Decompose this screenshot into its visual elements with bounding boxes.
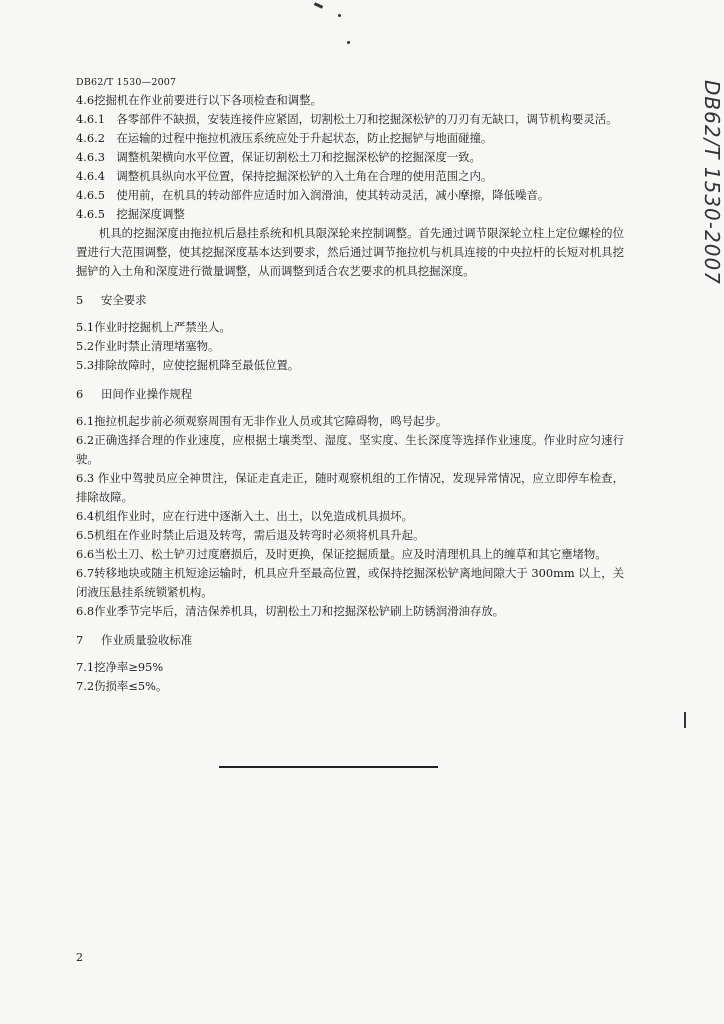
list-item: 6.8作业季节完毕后，清洁保养机具，切割松土刀和挖掘深松铲刷上防锈润滑油存放。 [76,604,505,618]
section-heading [76,291,624,310]
list-item: 6.2正确选择合理的作业速度，应根据土壤类型、湿度、坚实度、生长深度等选择作业速度。作业时应匀速行驶。 [76,433,624,466]
clause-text: 使用前，在机具的转动部件应适时加入润滑油，使其转动灵活，减小摩擦，降低噪音。 [116,188,550,202]
end-rule [219,766,438,768]
list-item: 6.6当松土刀、松土铲刃过度磨损后，及时更换，保证挖掘质量。应及时清理机具上的缠草和其它壅堵物。 [76,547,607,561]
clause-text: 各零部件不缺损，安装连接件应紧固，切割松土刀和挖掘深松铲的刀刃有无缺口，调节机构要灵活。 [116,112,618,126]
clause-number: 4.6.5 [76,188,117,202]
clause-line [76,110,624,129]
clause-text: 调整机具纵向水平位置，保持挖掘深松铲的入土角在合理的使用范围之内。 [116,169,493,183]
list-item: 6.3 作业中驾驶员应全神贯注，保证走直走正，随时观察机组的工作情况，发现异常情况，应立即停车检查，排除故障。 [76,471,624,504]
section-title: 田间作业操作规程 [101,387,193,401]
section-number: 6 [76,387,84,401]
section-number: 7 [76,633,84,647]
clause-line [76,129,624,148]
section-title: 安全要求 [101,293,147,307]
scan-speck [347,41,350,44]
document-body [76,91,624,696]
section-heading [76,631,624,650]
document-code: DB62/T 1530—2007 [76,77,177,88]
list-item: 6.7转移地块或随主机短途运输时，机具应升至最高位置，或保持挖掘深松铲离地间隙大于 300mm 以上，关闭液压悬挂系统锁紧机构。 [76,566,624,599]
clause-number: 4.6.2 [76,131,117,145]
list-item: 5.3排除故障时，应使挖掘机降至最低位置。 [76,358,300,372]
list-item: 5.2作业时禁止清理堵塞物。 [76,339,220,353]
clause-number: 4.6.5 [76,207,117,221]
scan-speck [684,712,686,728]
list-item: 7.1挖净率≥95% [76,660,164,674]
scan-speck [338,14,341,17]
clause-line [76,91,624,110]
list-item: 7.2伤损率≤5%。 [76,679,168,693]
section-number: 5 [76,293,84,307]
scan-speck [314,2,323,9]
list-item: 6.4机组作业时，应在行进中逐渐入土、出土，以免造成机具损坏。 [76,509,414,523]
clause-number: 4.6.4 [76,169,117,183]
clause-number: 4.6.3 [76,150,117,164]
clause-text: 在运输的过程中拖拉机液压系统应处于升起状态，防止挖掘铲与地面碰撞。 [116,131,493,145]
handwritten-annotation: DB62/T 1530-2007 [700,80,724,285]
list-item: 6.1拖拉机起步前必须观察周围有无非作业人员或其它障碍物，鸣号起步。 [76,414,448,428]
section-title: 作业质量验收标准 [101,633,193,647]
depth-adjustment-paragraph: 机具的挖掘深度由拖拉机后悬挂系统和机具限深轮来控制调整。首先通过调节限深轮立柱上定位螺栓的位置进行大范围调整，使其挖掘深度基本达到要求，然后通过调节拖拉机与机具连接的中央拉杆的长短对机具挖掘铲的入土角和深度进行微量调整，从而调整到适合农艺要求的机具挖掘深度。 [76,226,624,278]
clause-line [76,186,624,205]
page-number: 2 [76,951,83,964]
clause-line [76,167,624,186]
list-item: 5.1作业时挖掘机上严禁坐人。 [76,320,231,334]
list-item: 6.5机组在作业时禁止后退及转弯，需后退及转弯时必须将机具升起。 [76,528,425,542]
clause-number: 4.6.1 [76,112,117,126]
clause-line [76,148,624,167]
clause-text: 挖掘深度调整 [116,207,185,221]
clause-line [76,205,624,224]
section-heading [76,385,624,404]
clause-text: 4.6挖掘机在作业前要进行以下各项检查和调整。 [76,93,322,107]
clause-text: 调整机架横向水平位置，保证切割松土刀和挖掘深松铲的挖掘深度一致。 [116,150,481,164]
